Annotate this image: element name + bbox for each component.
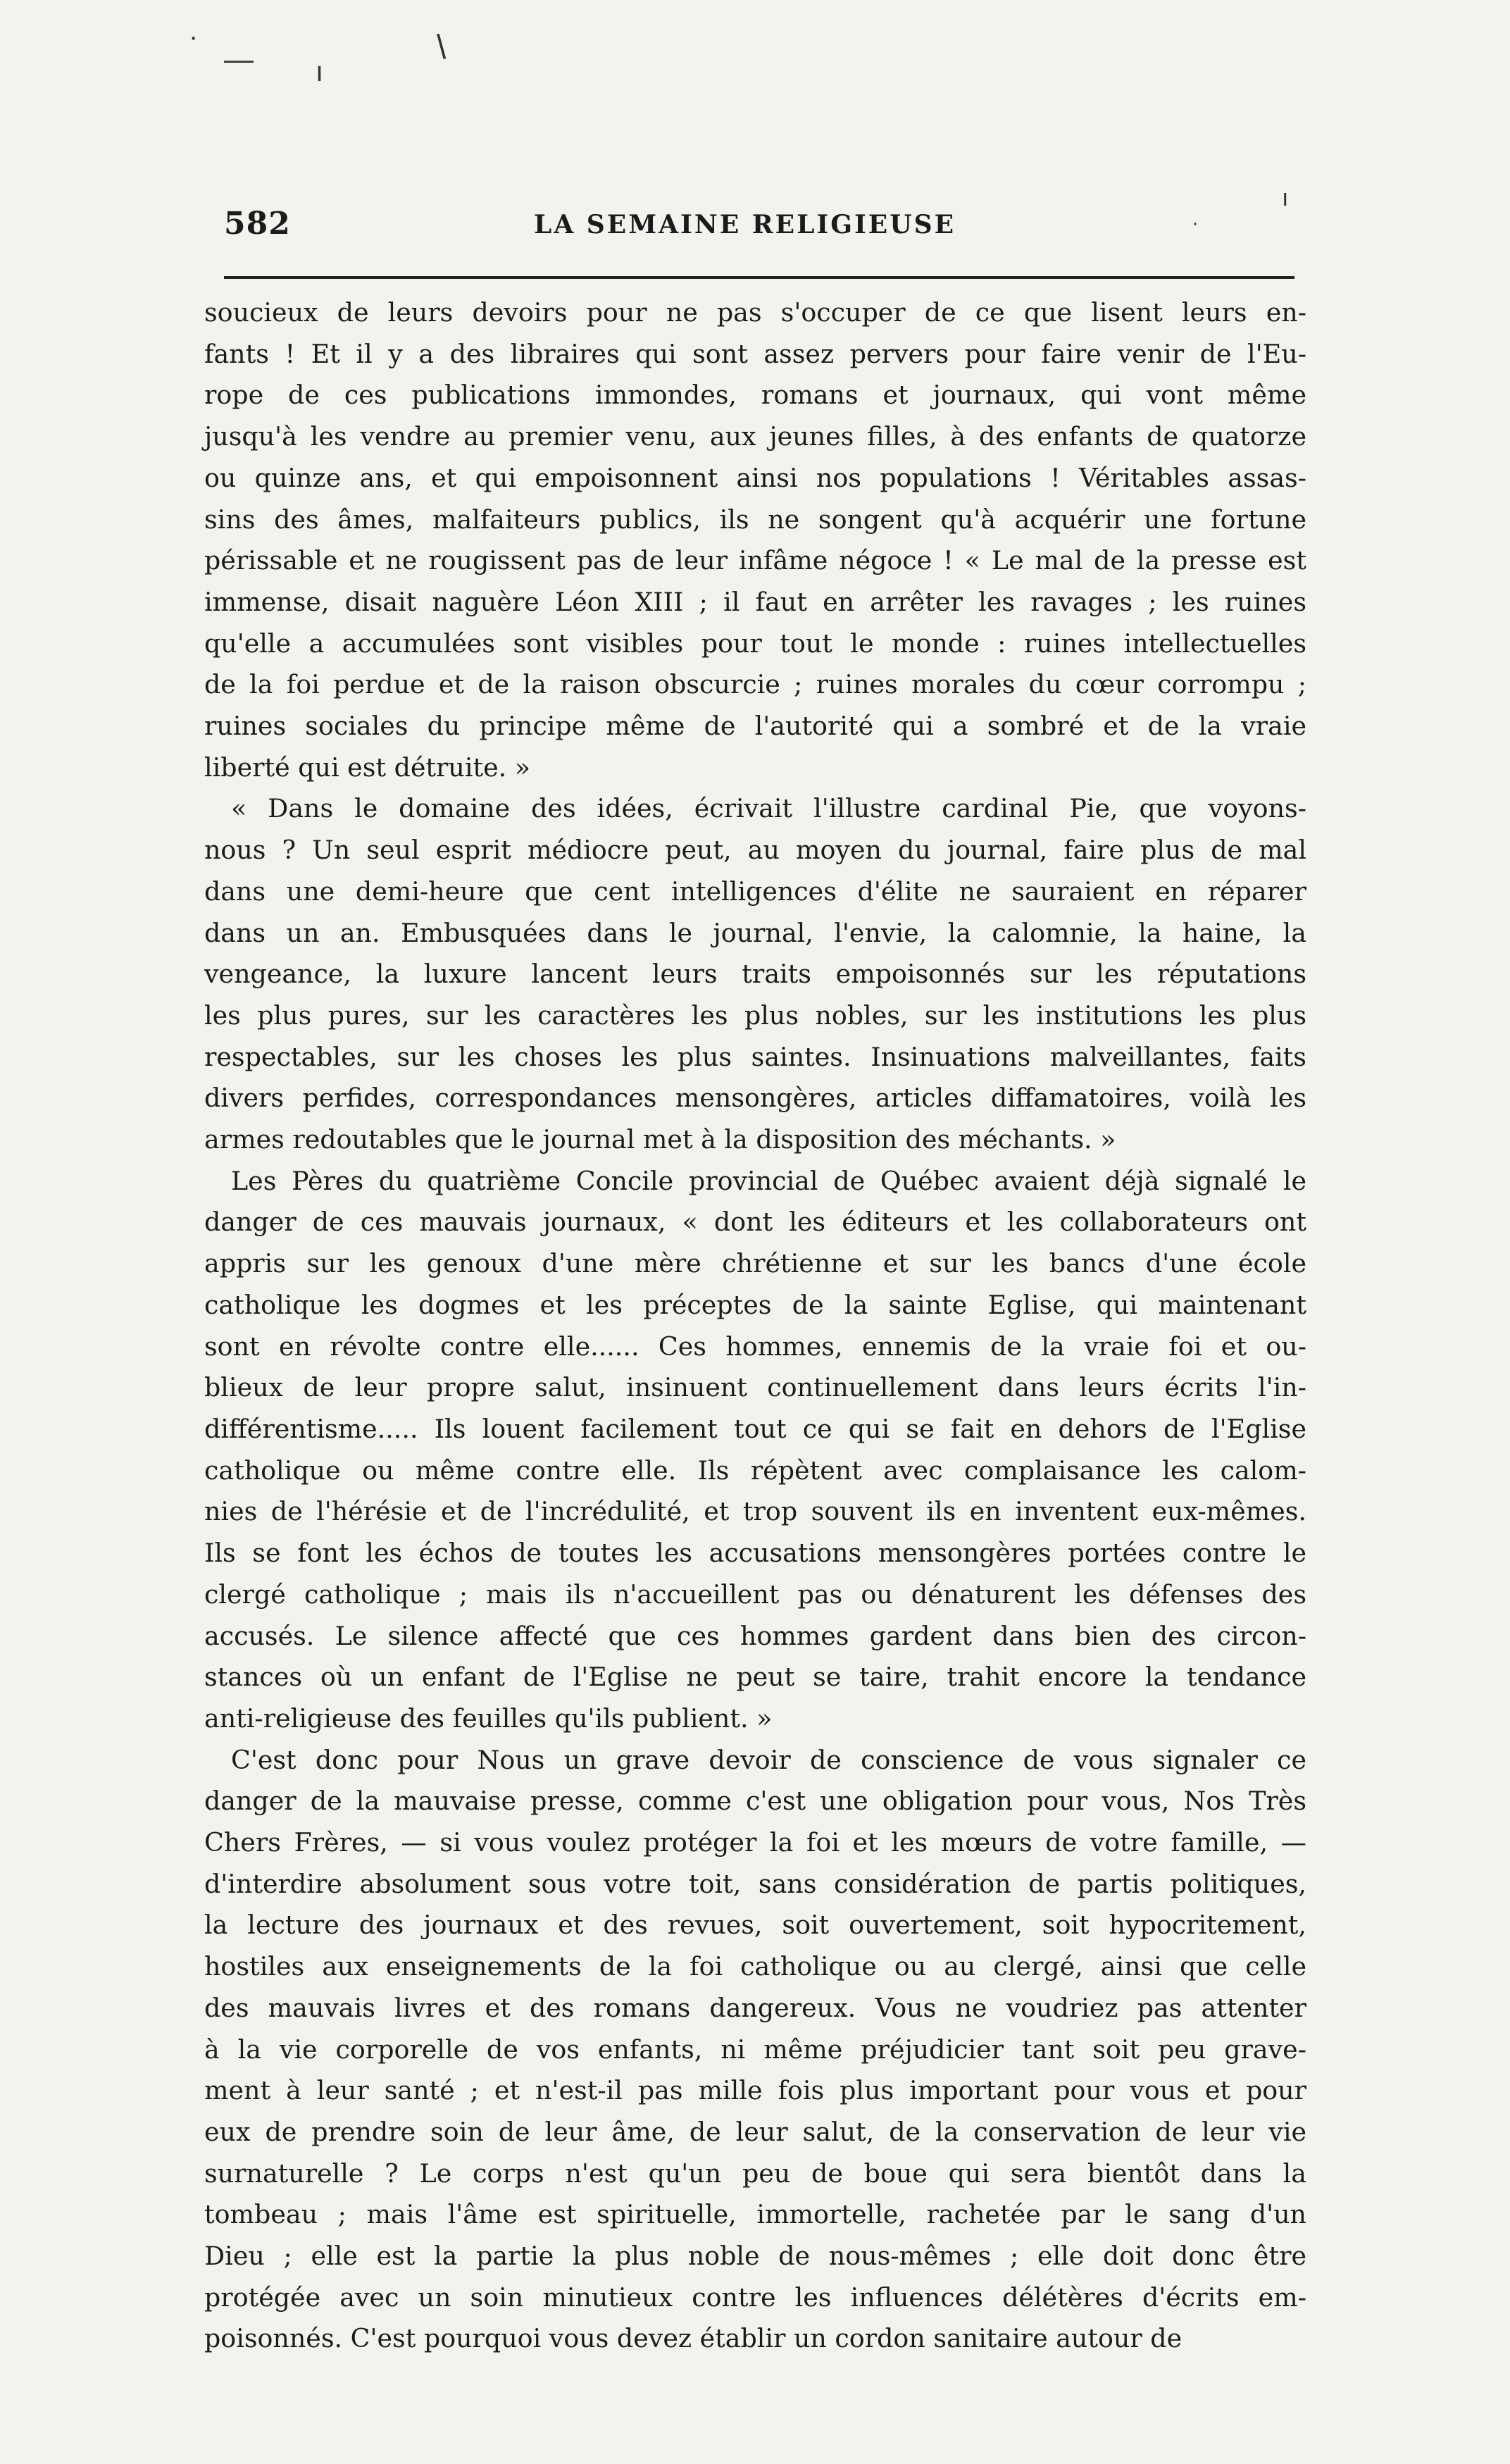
text-line: ou quinze ans, et qui empoisonnent ainsi nos populations ! Véritables assas- xyxy=(204,462,1306,493)
text-line: de la foi perdue et de la raison obscurcie ; ruines morales du cœur corrompu ; xyxy=(204,669,1306,700)
text-line: différentisme..... Ils louent facilement tout ce qui se fait en dehors de l'Eglise xyxy=(204,1413,1306,1444)
text-line: catholique ou même contre elle. Ils répètent avec complaisance les calom- xyxy=(204,1455,1306,1486)
article-body xyxy=(204,292,1306,2360)
text-line: appris sur les genoux d'une mère chrétienne et sur les bancs d'une école xyxy=(204,1248,1306,1279)
text-line: vengeance, la luxure lancent leurs traits empoisonnés sur les réputations xyxy=(204,959,1306,990)
text-line: nous ? Un seul esprit médiocre peut, au moyen du journal, faire plus de mal xyxy=(204,835,1306,866)
text-line: hostiles aux enseignements de la foi catholique ou au clergé, ainsi que celle xyxy=(204,1951,1306,1982)
scanned-page: · — ı \ ı · 582 LA SEMAINE RELIGIEUSE soucieux de leurs devoirs pour ne pas s'occuper de ce que lisent leurs en- fants ! Et il y a des libraires qui sont assez pervers pour faire venir de l'Eu- rope de ces publications immondes, romans et journaux, qui vont même jusqu'à les vendre au premier venu, aux jeunes filles, à des enfants de quatorze ou quinze ans, et qui empoisonnent ainsi nos populations ! Véritables assas- sins des âmes, malfaiteurs publics, ils ne songent qu'à acquérir une fortune périssable et ne rougissent pas de leur infâme négoce ! « Le mal de la presse est immense, disait naguère Léon XIII ; il faut en arrêter les ravages ; les ruines qu'elle a accumulées sont visibles pour tout le monde : ruines intellectuelles de la foi perdue et de la raison obscurcie ; ruines morales du cœur corrompu ; ruines sociales du principe même de l'autorité qui a sombré et de la vraie liberté qui est détruite. » « Dans le domaine des idées, écrivait l'illustre cardinal Pie, que voyons- nous ? Un seul esprit médiocre peut, au moyen du journal, faire plus de mal dans une demi-heure que cent intelligences d'élite ne sauraient en réparer dans un an. Embusquées dans le journal, l'envie, la calomnie, la haine, la vengeance, la luxure lancent leurs traits empoisonnés sur les réputations les plus pures, sur les caractères les plus nobles, sur les institutions les plus respectables, sur les choses les plus saintes. Insinuations malveillantes, faits divers perfides, correspondances mensongères, articles diffamatoires, voilà les armes redoutables que le journal met à la disposition des méchants. » Les Pères du quatrième Concile provincial de Québec avaient déjà signalé le danger de ces mauvais journaux, « dont les éditeurs et les collaborateurs ont appris sur les genoux d'une mère chrétienne et sur les bancs d'une école catholique les dogmes et les préceptes de la sainte Eglise, qui maintenant sont en révolte contre elle...... Ces hommes, ennemis de la vraie foi et ou- blieux de leur propre salut, insinuent continuellement dans leurs écrits l'in- différentisme..... Ils louent facilement tout ce qui se fait en dehors de l'Eglise catholique ou même contre elle. Ils répètent avec complaisance les calom- nies de l'hérésie et de l'incrédulité, et trop souvent ils en inventent eux-mêmes. Ils se font les échos de toutes les accusations mensongères portées contre le clergé catholique ; mais ils n'accueillent pas ou dénaturent les défenses des accusés. Le silence affecté que ces hommes gardent dans bien des circon- stances où un enfant de l'Eglise ne peut se taire, trahit encore la tendance anti-religieuse des feuilles qu'ils publient. » C'est donc pour Nous un grave devoir de conscience de vous signaler ce danger de la mauvaise presse, comme c'est une obligation pour vous, Nos Très Chers Frères, — si vous voulez protéger la foi et les mœurs de votre famille, — d'interdire absolument sous votre toit, sans considération de partis politiques, la lecture des journaux et des revues, soit ouvertement, soit hypocritement, hostiles aux enseignements de la foi catholique ou au clergé, ainsi que celle des mauvais livres et des romans dangereux. Vous ne voudriez pas attenter à la vie corporelle de vos enfants, ni même préjudicier tant soit peu grave- ment à leur santé ; et n'est-il pas mille fois plus important pour vous et pour eux de prendre soin de leur âme, de leur salut, de la conservation de leur vie surnaturelle ? Le corps n'est qu'un peu de boue qui sera bientôt dans la tombeau ; mais l'âme est spirituelle, immortelle, rachetée par le sang d'un Dieu ; elle est la partie la plus noble de nous-mêmes ; elle doit donc être protégée avec un soin minutieux contre les influences délétères d'écrits em- poisonnés. C'est pourquoi vous devez établir un cordon sanitaire autour de xyxy=(0,0,1510,2464)
text-line: Les Pères du quatrième Concile provincial de Québec avaient déjà signalé le xyxy=(231,1165,1306,1196)
running-title: LA SEMAINE RELIGIEUSE xyxy=(534,210,956,239)
text-line: eux de prendre soin de leur âme, de leur salut, de la conservation de leur vie xyxy=(204,2116,1306,2147)
text-line: respectables, sur les choses les plus saintes. Insinuations malveillantes, faits xyxy=(204,1041,1306,1072)
text-line: protégée avec un soin minutieux contre les influences délétères d'écrits em- xyxy=(204,2282,1306,2313)
text-line: liberté qui est détruite. » xyxy=(204,752,531,783)
text-line: tombeau ; mais l'âme est spirituelle, immortelle, rachetée par le sang d'un xyxy=(204,2199,1306,2230)
header-rule xyxy=(224,276,1294,279)
text-line: des mauvais livres et des romans dangereux. Vous ne voudriez pas attenter xyxy=(204,1992,1306,2023)
text-line: danger de la mauvaise presse, comme c'est une obligation pour vous, Nos Très xyxy=(204,1786,1306,1817)
page-header xyxy=(224,206,1238,255)
text-line: ment à leur santé ; et n'est-il pas mille fois plus important pour vous et pour xyxy=(204,2075,1306,2106)
page-number: 582 xyxy=(224,206,291,242)
text-line: à la vie corporelle de vos enfants, ni même préjudicier tant soit peu grave- xyxy=(204,2034,1306,2065)
text-line: stances où un enfant de l'Eglise ne peut se taire, trahit encore la tendance xyxy=(204,1662,1306,1693)
text-line: anti-religieuse des feuilles qu'ils publient. » xyxy=(204,1703,773,1734)
text-line: catholique les dogmes et les préceptes de la sainte Eglise, qui maintenant xyxy=(204,1289,1306,1320)
text-line: Chers Frères, — si vous voulez protéger la foi et les mœurs de votre famille, — xyxy=(204,1827,1306,1858)
text-line: armes redoutables que le journal met à la disposition des méchants. » xyxy=(204,1124,1116,1155)
text-line: poisonnés. C'est pourquoi vous devez établir un cordon sanitaire autour de xyxy=(204,2323,1183,2354)
text-line: dans une demi-heure que cent intelligences d'élite ne sauraient en réparer xyxy=(204,876,1306,907)
text-line: C'est donc pour Nous un grave devoir de conscience de vous signaler ce xyxy=(231,1744,1306,1775)
paragraph-3 xyxy=(204,1161,1306,1740)
text-line: la lecture des journaux et des revues, soit ouvertement, soit hypocritement, xyxy=(204,1910,1306,1941)
paragraph-2 xyxy=(204,788,1306,1160)
text-line: sins des âmes, malfaiteurs publics, ils ne songent qu'à acquérir une fortune xyxy=(204,504,1306,535)
text-line: divers perfides, correspondances mensongères, articles diffamatoires, voilà les xyxy=(204,1083,1306,1114)
text-line: blieux de leur propre salut, insinuent continuellement dans leurs écrits l'in- xyxy=(204,1372,1306,1403)
text-line: qu'elle a accumulées sont visibles pour tout le monde : ruines intellectuelles xyxy=(204,628,1306,659)
text-line: nies de l'hérésie et de l'incrédulité, et trop souvent ils en inventent eux-mêmes. xyxy=(204,1496,1306,1527)
text-line: clergé catholique ; mais ils n'accueillent pas ou dénaturent les défenses des xyxy=(204,1579,1306,1610)
text-line: soucieux de leurs devoirs pour ne pas s'occuper de ce que lisent leurs en- xyxy=(204,297,1306,328)
text-line: fants ! Et il y a des libraires qui sont assez pervers pour faire venir de l'Eu- xyxy=(204,338,1306,369)
text-line: jusqu'à les vendre au premier venu, aux jeunes filles, à des enfants de quatorze xyxy=(204,421,1306,452)
text-line: ruines sociales du principe même de l'autorité qui a sombré et de la vraie xyxy=(204,711,1306,742)
text-line: « Dans le domaine des idées, écrivait l'illustre cardinal Pie, que voyons- xyxy=(231,793,1306,824)
text-line: immense, disait naguère Léon XIII ; il faut en arrêter les ravages ; les ruines xyxy=(204,586,1306,617)
text-line: accusés. Le silence affecté que ces hommes gardent dans bien des circon- xyxy=(204,1620,1306,1651)
paragraph-1 xyxy=(204,292,1306,788)
text-line: sont en révolte contre elle...... Ces hommes, ennemis de la vraie foi et ou- xyxy=(204,1331,1306,1362)
text-line: Dieu ; elle est la partie la plus noble de nous-mêmes ; elle doit donc être xyxy=(204,2241,1306,2272)
text-line: d'interdire absolument sous votre toit, sans considération de partis politiques, xyxy=(204,1868,1306,1899)
text-line: dans un an. Embusquées dans le journal, l'envie, la calomnie, la haine, la xyxy=(204,917,1306,948)
text-line: surnaturelle ? Le corps n'est qu'un peu de boue qui sera bientôt dans la xyxy=(204,2158,1306,2189)
text-line: rope de ces publications immondes, romans et journaux, qui vont même xyxy=(204,380,1306,411)
paragraph-4 xyxy=(204,1740,1306,2360)
text-line: Ils se font les échos de toutes les accusations mensongères portées contre le xyxy=(204,1538,1306,1569)
text-line: périssable et ne rougissent pas de leur infâme négoce ! « Le mal de la presse est xyxy=(204,545,1306,576)
text-line: les plus pures, sur les caractères les plus nobles, sur les institutions les plus xyxy=(204,1000,1306,1031)
text-line: danger de ces mauvais journaux, « dont les éditeurs et les collaborateurs ont xyxy=(204,1207,1306,1238)
